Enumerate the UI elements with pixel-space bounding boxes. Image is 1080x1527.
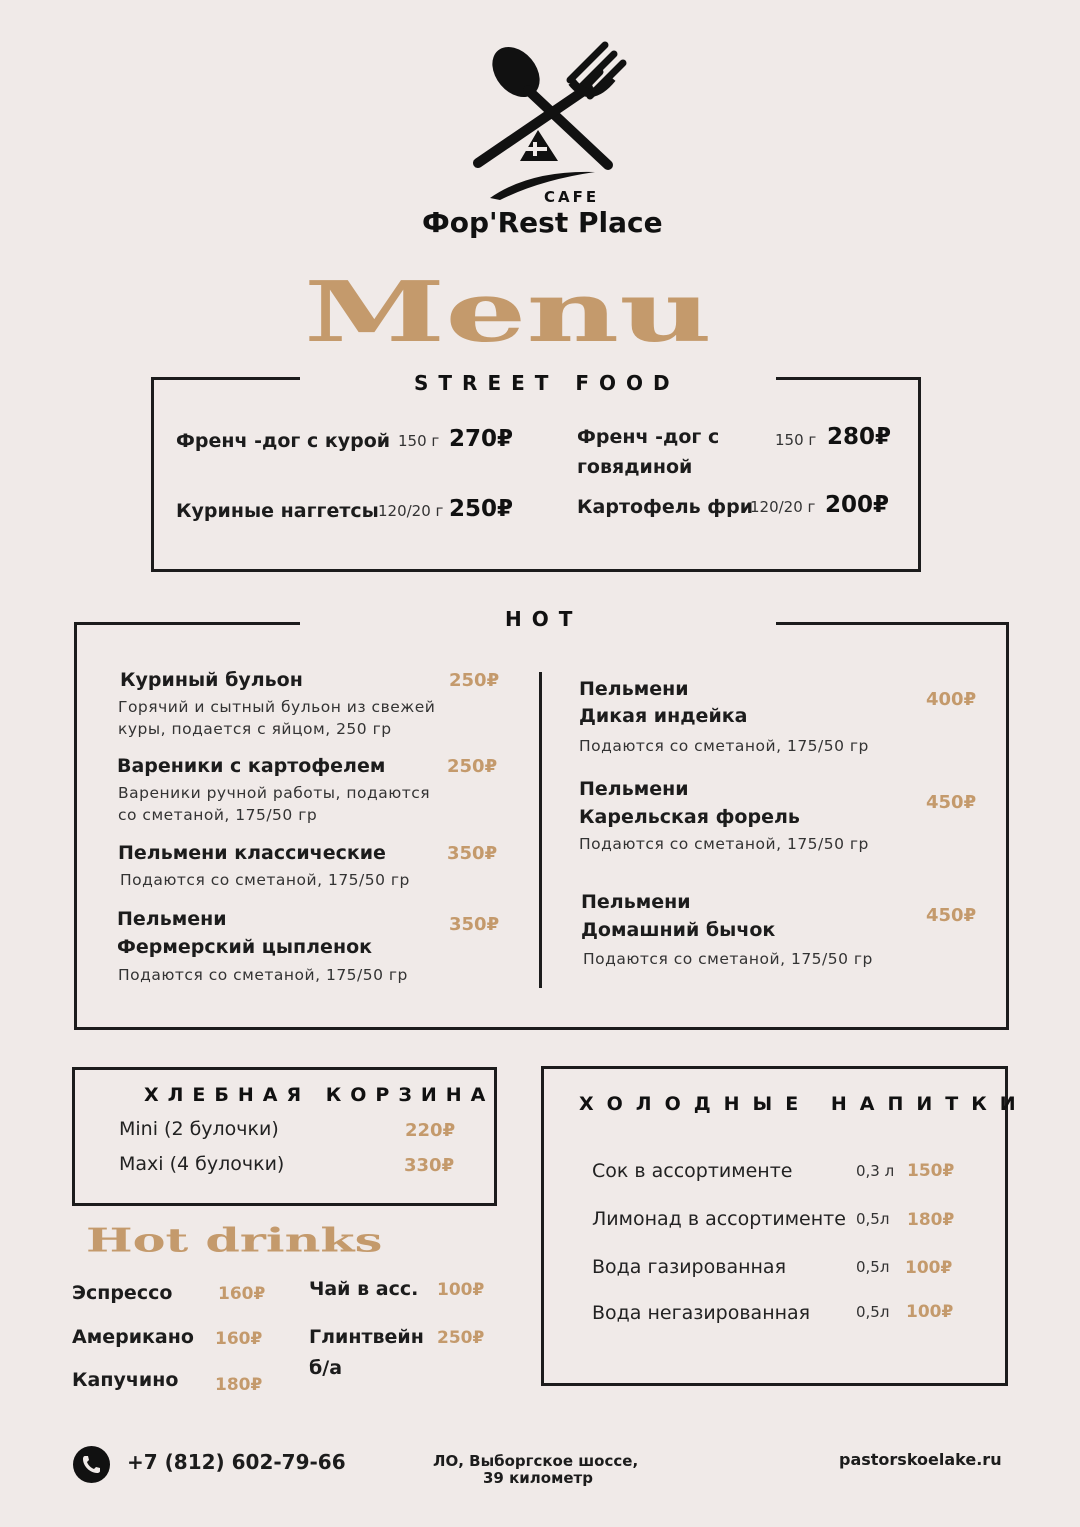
drink-price: 160₽: [215, 1329, 263, 1349]
menu-item-desc: Подаются со сметаной, 175/50 гр: [120, 871, 410, 889]
drink-name: Капучино: [72, 1369, 179, 1391]
menu-item-price: 280₽: [827, 424, 892, 450]
drink-name: Чай в асс.: [309, 1278, 419, 1300]
menu-item-name: Куриный бульон: [120, 669, 303, 691]
menu-item-weight: 150 г: [398, 432, 440, 450]
menu-item-desc: Горячий и сытный бульон из свежей: [118, 698, 436, 716]
menu-item-price: 200₽: [825, 492, 890, 518]
menu-item-name: Френч -дог с: [577, 426, 720, 448]
menu-item-price: 400₽: [926, 689, 977, 710]
menu-item-name: Френч -дог с курой: [176, 430, 391, 452]
menu-item-desc: со сметаной, 175/50 гр: [118, 806, 318, 824]
drink-price: 100₽: [906, 1302, 954, 1322]
drink-volume: 0,5л: [856, 1210, 890, 1228]
menu-item-name: Пельмени: [579, 678, 689, 700]
bread-item-price: 220₽: [405, 1120, 456, 1141]
menu-item-price: 350₽: [447, 843, 498, 864]
menu-item-name: Пельмени: [581, 891, 691, 913]
drink-name: Вода негазированная: [592, 1302, 811, 1324]
drink-price: 180₽: [907, 1210, 955, 1230]
menu-item-price: 350₽: [449, 914, 500, 935]
bread-item-name: Maxi (4 булочки): [119, 1153, 285, 1175]
menu-item-name-line2: Фермерский цыпленок: [117, 936, 373, 958]
drink-name-line2: б/а: [309, 1357, 343, 1379]
menu-item-desc: Подаются со сметаной, 175/50 гр: [579, 737, 869, 755]
footer-phone[interactable]: +7 (812) 602-79-66: [127, 1450, 346, 1474]
drink-price: 100₽: [905, 1258, 953, 1278]
menu-item-weight: 120/20 г: [378, 502, 444, 520]
menu-item-name: Вареники с картофелем: [117, 755, 386, 777]
menu-item-name-line2: говядиной: [577, 456, 693, 478]
footer-address-line2: 39 километр: [483, 1469, 593, 1487]
menu-item-price: 270₽: [449, 426, 514, 452]
drink-name: Лимонад в ассортименте: [592, 1208, 846, 1230]
drink-volume: 0,5л: [856, 1258, 890, 1276]
hot-title: HOT: [505, 607, 583, 631]
page-title: Menu: [304, 262, 712, 361]
menu-item-desc: Вареники ручной работы, подаются: [118, 784, 431, 802]
menu-item-desc: куры, подается с яйцом, 250 гр: [118, 720, 392, 738]
menu-item-name: Пельмени классические: [118, 842, 386, 864]
bread-item-price: 330₽: [404, 1155, 455, 1176]
menu-item-name: Куриные наггетсы: [176, 500, 379, 522]
cold-drinks-title: ХОЛОДНЫЕ НАПИТКИ: [579, 1093, 1029, 1115]
menu-item-price: 250₽: [447, 756, 498, 777]
menu-item-price: 250₽: [449, 496, 514, 522]
menu-item-name: Пельмени: [579, 778, 689, 800]
menu-item-price: 450₽: [926, 792, 977, 813]
menu-item-name-line2: Карельская форель: [579, 806, 800, 828]
phone-icon: [73, 1446, 110, 1483]
bread-item-name: Mini (2 булочки): [119, 1118, 279, 1140]
drink-price: 160₽: [218, 1284, 266, 1304]
menu-item-name: Картофель фри: [577, 496, 754, 518]
drink-name: Сок в ассортименте: [592, 1160, 793, 1182]
menu-item-desc: Подаются со сметаной, 175/50 гр: [118, 966, 408, 984]
drink-price: 150₽: [907, 1161, 955, 1181]
menu-item-weight: 120/20 г: [750, 498, 816, 516]
menu-item-desc: Подаются со сметаной, 175/50 гр: [583, 950, 873, 968]
logo-cafe-label: CAFE: [544, 188, 600, 206]
menu-item-price: 450₽: [926, 905, 977, 926]
street-food-title: STREET FOOD: [414, 371, 680, 395]
hot-drinks-title: Hot drinks: [86, 1222, 383, 1260]
footer-site-link[interactable]: pastorskoelake.ru: [839, 1450, 1002, 1469]
menu-item-name-line2: Домашний бычок: [581, 919, 776, 941]
fork-spoon-house-icon: [420, 30, 670, 205]
column-divider: [539, 672, 542, 988]
drink-name: Вода газированная: [592, 1256, 786, 1278]
drink-volume: 0,3 л: [856, 1162, 895, 1180]
menu-item-name-line2: Дикая индейка: [579, 705, 748, 727]
menu-item-price: 250₽: [449, 670, 500, 691]
menu-item-name: Пельмени: [117, 908, 227, 930]
drink-price: 100₽: [437, 1280, 485, 1300]
street-food-section: [151, 377, 921, 572]
logo-name: Фор'Rest Place: [422, 206, 663, 239]
drink-price: 250₽: [437, 1328, 485, 1348]
drink-name: Эспрессо: [72, 1282, 173, 1304]
menu-item-desc: Подаются со сметаной, 175/50 гр: [579, 835, 869, 853]
bread-title: ХЛЕБНАЯ КОРЗИНА: [144, 1084, 495, 1106]
menu-item-weight: 150 г: [775, 431, 817, 449]
drink-name: Американо: [72, 1326, 194, 1348]
drink-volume: 0,5л: [856, 1303, 890, 1321]
drink-price: 180₽: [215, 1375, 263, 1395]
logo: [420, 30, 670, 250]
drink-name: Глинтвейн: [309, 1326, 424, 1348]
footer-address-line1: ЛО, Выборгское шоссе,: [433, 1452, 639, 1470]
